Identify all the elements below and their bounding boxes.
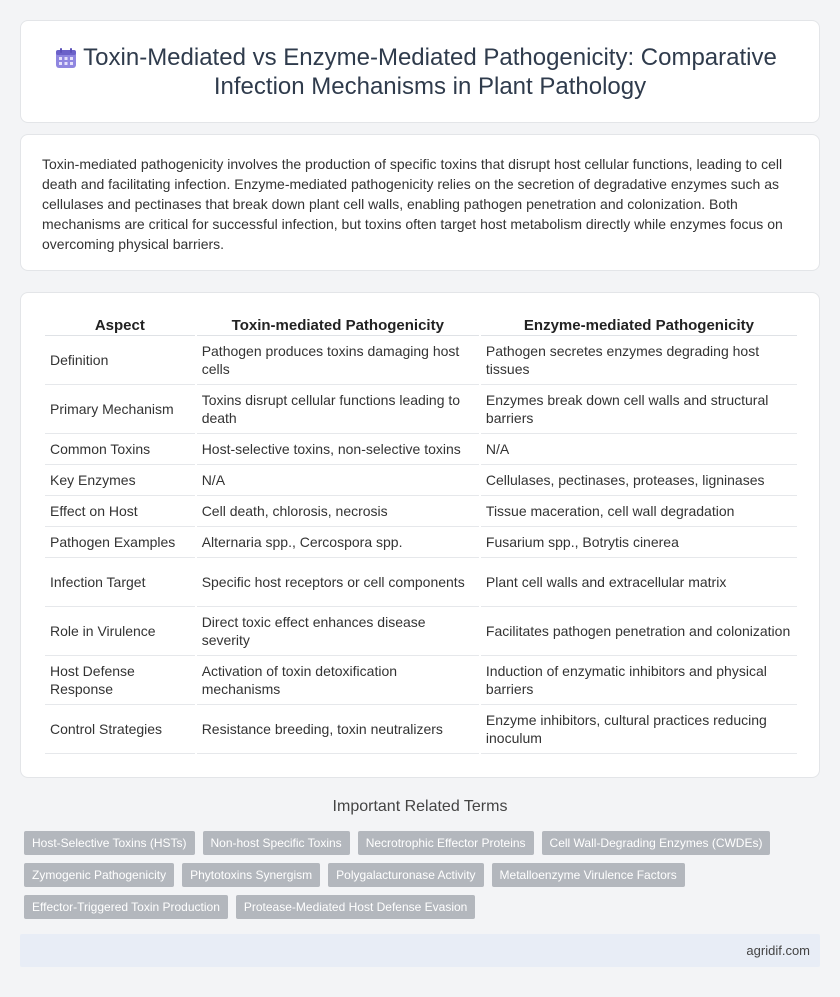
table-row: [45, 558, 797, 607]
table-row: [45, 336, 797, 385]
row-toxin: N/A: [197, 465, 479, 496]
table-row: [45, 434, 797, 465]
header-aspect: Aspect: [45, 314, 195, 336]
intro-paragraph: Toxin-mediated pathogenicity involves the production of specific toxins that disrupt host cellular functions, leading to cell death and facilitating infection. Enzyme-mediated pathogenicity relies on the secretion of degradative enzymes such as cellulases and pectinases that break down plant cell walls, enabling pathogen penetration and colonization. Both mechanisms are critical for successful infection, but toxins often target host metabolism directly while enzymes focus on overcoming physical barriers.: [42, 156, 783, 252]
intro-card: [20, 134, 820, 271]
row-toxin: Cell death, chlorosis, necrosis: [197, 496, 479, 527]
row-toxin: Specific host receptors or cell components: [197, 558, 479, 607]
tag-effector-triggered-toxin-production[interactable]: Effector-Triggered Toxin Production: [24, 895, 228, 919]
row-aspect: Role in Virulence: [45, 607, 195, 656]
row-enzyme: Tissue maceration, cell wall degradation: [481, 496, 797, 527]
page-title: Toxin-Mediated vs Enzyme-Mediated Pathogenicity: Comparative Infection Mechanisms in Plant Pathology: [83, 44, 777, 100]
table-row: [45, 705, 797, 754]
row-aspect: Key Enzymes: [45, 465, 195, 496]
table-header-row: [45, 314, 797, 336]
row-aspect: Common Toxins: [45, 434, 195, 465]
row-enzyme: Enzyme inhibitors, cultural practices reducing inoculum: [481, 705, 797, 754]
tag-polygalacturonase-activity[interactable]: Polygalacturonase Activity: [328, 863, 483, 887]
row-enzyme: N/A: [481, 434, 797, 465]
row-aspect: Definition: [45, 336, 195, 385]
row-aspect: Pathogen Examples: [45, 527, 195, 558]
table-row: [45, 385, 797, 434]
table-row: [45, 465, 797, 496]
tag-protease-mediated-host-defense-evasion[interactable]: Protease-Mediated Host Defense Evasion: [236, 895, 475, 919]
tag-necrotrophic-effector-proteins[interactable]: Necrotrophic Effector Proteins: [358, 831, 534, 855]
header-enzyme: Enzyme-mediated Pathogenicity: [481, 314, 797, 336]
tag-host-selective-toxins[interactable]: Host-Selective Toxins (HSTs): [24, 831, 195, 855]
table-row: [45, 656, 797, 705]
comparison-table-card: [20, 292, 820, 778]
comparison-table: [43, 314, 799, 754]
row-aspect: Infection Target: [45, 558, 195, 607]
row-enzyme: Facilitates pathogen penetration and colonization: [481, 607, 797, 656]
header-toxin: Toxin-mediated Pathogenicity: [197, 314, 479, 336]
table-row: [45, 607, 797, 656]
row-toxin: Direct toxic effect enhances disease severity: [197, 607, 479, 656]
tag-metalloenzyme-virulence-factors[interactable]: Metalloenzyme Virulence Factors: [492, 863, 685, 887]
table-row: [45, 527, 797, 558]
related-terms-tags: [24, 831, 824, 927]
row-enzyme: Induction of enzymatic inhibitors and physical barriers: [481, 656, 797, 705]
footer: [20, 934, 820, 967]
row-toxin: Pathogen produces toxins damaging host cells: [197, 336, 479, 385]
row-enzyme: Fusarium spp., Botrytis cinerea: [481, 527, 797, 558]
tag-non-host-specific-toxins[interactable]: Non-host Specific Toxins: [203, 831, 350, 855]
tag-phytotoxins-synergism[interactable]: Phytotoxins Synergism: [182, 863, 320, 887]
footer-site-link[interactable]: agridif.com: [746, 943, 810, 958]
header-card: [20, 20, 820, 123]
row-aspect: Effect on Host: [45, 496, 195, 527]
row-toxin: Resistance breeding, toxin neutralizers: [197, 705, 479, 754]
row-toxin: Toxins disrupt cellular functions leading to death: [197, 385, 479, 434]
tag-zymogenic-pathogenicity[interactable]: Zymogenic Pathogenicity: [24, 863, 174, 887]
row-toxin: Host-selective toxins, non-selective toxins: [197, 434, 479, 465]
tag-cell-wall-degrading-enzymes[interactable]: Cell Wall-Degrading Enzymes (CWDEs): [542, 831, 771, 855]
row-enzyme: Cellulases, pectinases, proteases, ligninases: [481, 465, 797, 496]
table-row: [45, 496, 797, 527]
row-enzyme: Enzymes break down cell walls and structural barriers: [481, 385, 797, 434]
row-aspect: Control Strategies: [45, 705, 195, 754]
row-aspect: Host Defense Response: [45, 656, 195, 705]
row-toxin: Activation of toxin detoxification mechanisms: [197, 656, 479, 705]
related-terms-title: Important Related Terms: [332, 798, 508, 815]
row-enzyme: Pathogen secretes enzymes degrading host tissues: [481, 336, 797, 385]
row-aspect: Primary Mechanism: [45, 385, 195, 434]
row-toxin: Alternaria spp., Cercospora spp.: [197, 527, 479, 558]
row-enzyme: Plant cell walls and extracellular matrix: [481, 558, 797, 607]
